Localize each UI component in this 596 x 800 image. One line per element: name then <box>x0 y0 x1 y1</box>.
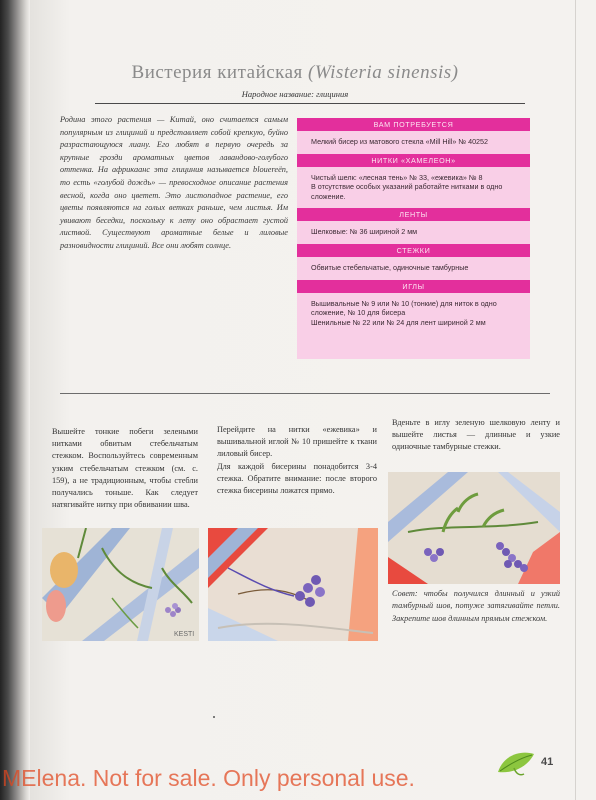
section-heading: НИТКИ «ХАМЕЛЕОН» <box>297 154 530 167</box>
photo-step-3 <box>388 472 560 584</box>
section-heading: СТЕЖКИ <box>297 244 530 257</box>
section-body: Вышивальные № 9 или № 10 (тонкие) для ниток в одно сложение, № 10 для бисера Шенильные № 22 или № 24 для лент шириной 2 мм <box>311 298 497 327</box>
requirements-section <box>297 208 530 244</box>
header-divider <box>95 103 525 104</box>
section-body: Обвитые стебельчатые, одиночные тамбурные <box>311 262 469 272</box>
step-1-text: Вышейте тонкие побеги зелеными нитками обвитым стебельчатым стежком. Воспользуйтесь современным узким стебельчатым стежком (см. с. 159), а не традиционным, чтобы стебли получались тоньше. Как следует натягивайте нитку при обвивании шва. <box>52 427 198 510</box>
requirements-panel <box>297 118 530 359</box>
section-body: Шелковые: № 36 шириной 2 мм <box>311 227 418 237</box>
page-number: 41 <box>541 756 554 768</box>
requirements-section <box>297 118 530 154</box>
watermark-text: MElena. Not for sale. Only personal use. <box>2 765 415 791</box>
photo-step-2-image <box>208 528 378 641</box>
tip-paragraph: Совет: чтобы получился длинный и узкий тамбурный шов, потуже затягивайте петли. Закрепите шов длинным прямым стежком. <box>392 589 560 623</box>
page-edge-line <box>575 0 576 800</box>
section-divider <box>60 393 550 394</box>
section-body: Чистый шелк: «лесная тень» № 33, «ежевика» № 8 В отсутствие особых указаний работайте нитками в одно сложение. <box>311 172 503 201</box>
title-main: Вистерия китайская <box>131 62 303 83</box>
requirements-section <box>297 280 530 335</box>
section-heading: ЛЕНТЫ <box>297 208 530 221</box>
section-heading: ИГЛЫ <box>297 280 530 293</box>
page-subtitle: Народное название: глициния <box>241 89 349 99</box>
stray-dot <box>213 716 215 718</box>
photo-step-3-image <box>388 472 560 584</box>
section-heading: ВАМ ПОТРЕБУЕТСЯ <box>297 118 530 131</box>
intro-paragraph: Родина этого растения — Китай, оно считается самым популярным из глициний и представляет собой крепкую, буйно разрастающуюся лиану. Его любят в первую очередь за крупные грозди ароматных цветов лавандово-голубого оттенка. На африкаанс эта глициния называется blouereën, то есть «голубой дождь» — превосходное описание растения весной, когда оно цветет. Это листопадное растение, его цветы появляются на голых ветках раньше, чем листья. Им увивают беседки, поскольку к лету оно обрастает густой листвой. Существуют ароматные белые и лиловые разновидности глициний. Все они любят солнце. <box>60 115 288 250</box>
photo-step-1-image <box>42 528 199 641</box>
book-spine-shadow <box>0 0 30 800</box>
title-latin: (Wisteria sinensis) <box>308 62 459 83</box>
step-2-text: Перейдите на нитки «ежевика» и вышивальной иглой № 10 пришейте к ткани лиловый бисер. Для каждой бисерины понадобится 3-4 стежка. Обратите внимание: после второго стежка бисерины ложатся прямо. <box>217 425 377 496</box>
photo-edge-label: KESTI <box>174 631 195 638</box>
page-title <box>60 62 530 84</box>
requirements-section <box>297 154 530 209</box>
requirements-section <box>297 244 530 280</box>
step-3-text: Вденьте в иглу зеленую шелковую ленту и вышейте листья — длинные и узкие одиночные тамбурные стежки. <box>392 418 560 452</box>
section-body: Мелкий бисер из матового стекла «Mill Hill» № 40252 <box>311 137 489 146</box>
photo-step-2 <box>208 528 378 641</box>
photo-step-1 <box>42 528 199 641</box>
